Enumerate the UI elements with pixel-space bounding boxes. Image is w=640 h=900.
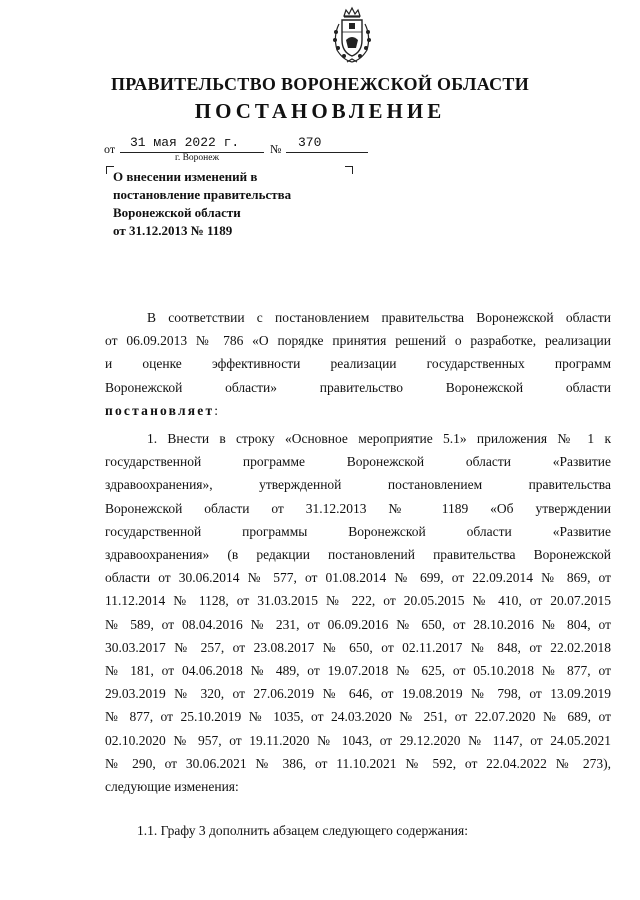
text-line: 1.1. Графу 3 дополнить абзацем следующего содержания:	[137, 823, 468, 838]
text-line: следующие изменения:	[105, 779, 239, 795]
text-line: государственной программы Воронежской области «Развитие	[105, 523, 611, 539]
text-line: государственной программе Воронежской области «Развитие	[105, 454, 611, 470]
text-line: здравоохранения» (в редакции постановлений правительства Воронежской	[105, 547, 611, 563]
subject-line: Воронежской области	[113, 205, 241, 220]
number-value: 370	[286, 136, 368, 153]
text-line: № 290, от 30.06.2021 № 386, от 11.10.2021 № 592, от 22.04.2022 № 273),	[105, 755, 611, 771]
subject-line: постановление правительства	[113, 187, 292, 202]
organization-title: ПРАВИТЕЛЬСТВО ВОРОНЕЖСКОЙ ОБЛАСТИ	[110, 74, 530, 94]
dateline	[104, 136, 364, 158]
text-line: и оценке эффективности реализации государственных программ	[105, 356, 611, 372]
date-value: 31 мая 2022 г.	[120, 136, 264, 153]
item-1-1-paragraph	[105, 819, 611, 842]
text-line: области от 30.06.2014 № 577, от 01.08.2014 № 699, от 22.09.2014 № 869, от	[105, 570, 611, 586]
document-type-title: ПОСТАНОВЛЕНИЕ	[194, 99, 446, 123]
text-line: 29.03.2019 № 320, от 27.06.2019 № 646, от 19.08.2019 № 798, от 13.09.2019	[105, 686, 611, 702]
subject-corner-right	[345, 166, 353, 174]
subject-line: О внесении изменений в	[113, 169, 258, 184]
text-line: 1. Внести в строку «Основное мероприятие 5.1» приложения № 1 к	[147, 431, 611, 446]
text-line: от 06.09.2013 № 786 «О порядке принятия решений о разработке, реализации	[105, 333, 611, 349]
resolve-line	[105, 399, 611, 422]
text-line: 11.12.2014 № 1128, от 31.03.2015 № 222, от 20.05.2015 № 410, от 20.07.2015	[105, 593, 611, 609]
item-1-paragraph	[105, 427, 611, 798]
text-line: № 877, от 25.10.2019 № 1035, от 24.03.2020 № 251, от 22.07.2020 № 689, от	[105, 709, 611, 725]
date-label: от	[104, 142, 116, 156]
text-line: 02.10.2020 № 957, от 19.11.2020 № 1043, от 29.12.2020 № 1147, от 24.05.2021	[105, 732, 611, 748]
text-line: 30.03.2017 № 257, от 23.08.2017 № 650, от 02.11.2017 № 848, от 22.02.2018	[105, 639, 611, 655]
number-label: №	[270, 142, 282, 156]
text-line: № 589, от 08.04.2016 № 231, от 06.09.2016 № 650, от 28.10.2016 № 804, от	[105, 616, 611, 632]
resolve-word: постановляет	[105, 402, 215, 418]
coat-of-arms-icon	[327, 6, 377, 66]
subject-block	[113, 168, 343, 240]
text-line: В соответствии с постановлением правительства Воронежской области	[147, 310, 611, 325]
resolve-colon: :	[214, 402, 219, 418]
text-line: Воронежской области от 31.12.2013 № 1189 «Об утверждении	[105, 500, 611, 516]
text-line: Воронежской области» правительство Воронежской области	[105, 379, 611, 395]
preamble-paragraph	[105, 306, 611, 422]
text-line: здравоохранения», утвержденной постановлением правительства	[105, 477, 611, 493]
text-line: № 181, от 04.06.2018 № 489, от 19.07.2018 № 625, от 05.10.2018 № 877, от	[105, 663, 611, 679]
subject-line: от 31.12.2013 № 1189	[113, 223, 233, 238]
city-label: г. Воронеж	[175, 153, 220, 163]
